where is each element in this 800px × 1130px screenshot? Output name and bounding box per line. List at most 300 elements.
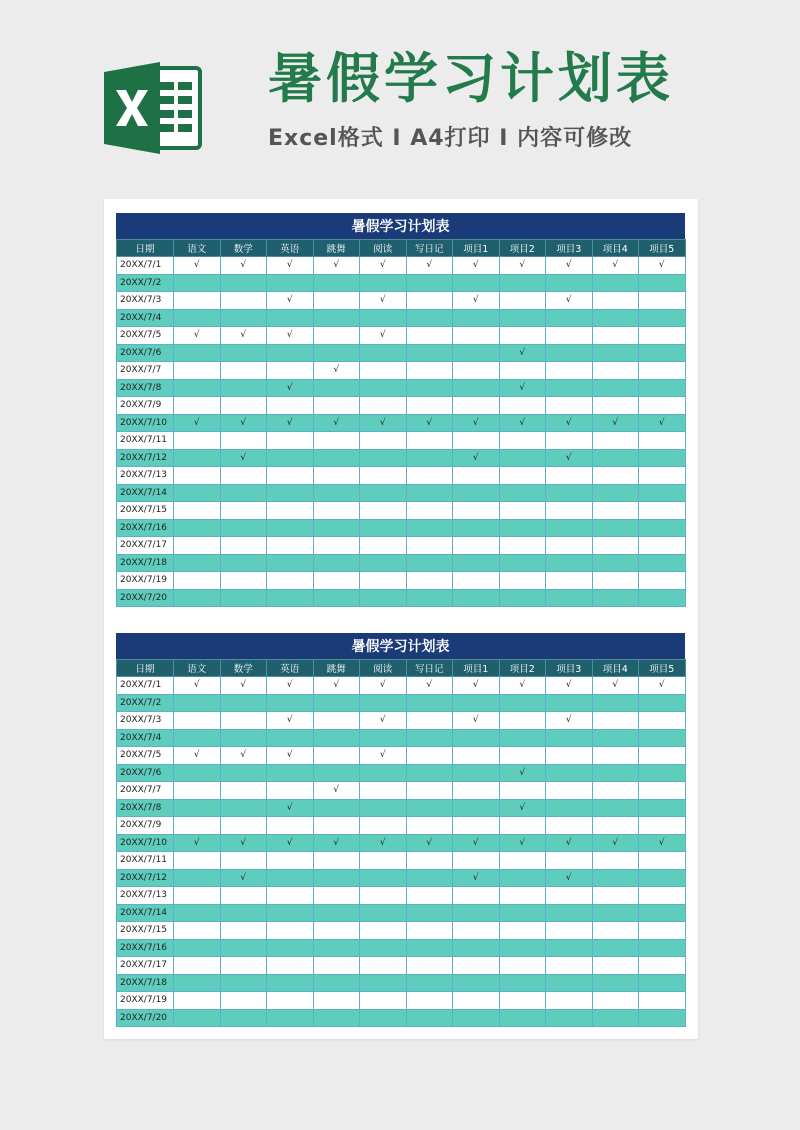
check-cell[interactable]	[499, 274, 546, 292]
check-cell[interactable]	[406, 852, 453, 870]
check-cell[interactable]	[313, 449, 360, 467]
check-cell[interactable]	[592, 957, 639, 975]
check-cell[interactable]	[499, 362, 546, 380]
check-cell[interactable]	[592, 869, 639, 887]
check-cell[interactable]: √	[360, 677, 407, 695]
check-cell[interactable]	[499, 939, 546, 957]
date-cell[interactable]: 20XX/7/13	[117, 467, 174, 485]
check-cell[interactable]	[406, 729, 453, 747]
check-cell[interactable]	[499, 852, 546, 870]
check-cell[interactable]: √	[360, 414, 407, 432]
check-cell[interactable]	[220, 1009, 267, 1027]
check-cell[interactable]	[220, 537, 267, 555]
date-cell[interactable]: 20XX/7/7	[117, 782, 174, 800]
check-cell[interactable]	[639, 939, 686, 957]
check-cell[interactable]	[499, 922, 546, 940]
date-cell[interactable]: 20XX/7/3	[117, 712, 174, 730]
check-cell[interactable]	[499, 309, 546, 327]
check-cell[interactable]	[220, 957, 267, 975]
check-cell[interactable]: √	[546, 677, 593, 695]
check-cell[interactable]: √	[360, 292, 407, 310]
check-cell[interactable]	[592, 344, 639, 362]
check-cell[interactable]: √	[267, 327, 314, 345]
check-cell[interactable]	[360, 432, 407, 450]
check-cell[interactable]: √	[220, 449, 267, 467]
check-cell[interactable]	[174, 379, 221, 397]
check-cell[interactable]: √	[267, 747, 314, 765]
check-cell[interactable]	[546, 432, 593, 450]
date-cell[interactable]: 20XX/7/4	[117, 309, 174, 327]
date-cell[interactable]: 20XX/7/15	[117, 922, 174, 940]
date-cell[interactable]: 20XX/7/6	[117, 764, 174, 782]
check-cell[interactable]	[174, 519, 221, 537]
check-cell[interactable]	[174, 694, 221, 712]
check-cell[interactable]: √	[360, 712, 407, 730]
check-cell[interactable]	[174, 309, 221, 327]
check-cell[interactable]	[639, 362, 686, 380]
check-cell[interactable]	[220, 274, 267, 292]
check-cell[interactable]	[174, 554, 221, 572]
check-cell[interactable]	[360, 344, 407, 362]
check-cell[interactable]: √	[546, 834, 593, 852]
check-cell[interactable]	[639, 572, 686, 590]
check-cell[interactable]: √	[267, 677, 314, 695]
check-cell[interactable]: √	[639, 414, 686, 432]
check-cell[interactable]	[220, 817, 267, 835]
date-cell[interactable]: 20XX/7/8	[117, 379, 174, 397]
check-cell[interactable]	[453, 799, 500, 817]
check-cell[interactable]	[453, 467, 500, 485]
check-cell[interactable]	[499, 1009, 546, 1027]
check-cell[interactable]	[406, 344, 453, 362]
check-cell[interactable]	[360, 572, 407, 590]
check-cell[interactable]	[546, 379, 593, 397]
check-cell[interactable]	[592, 484, 639, 502]
check-cell[interactable]: √	[406, 677, 453, 695]
check-cell[interactable]	[406, 887, 453, 905]
check-cell[interactable]	[453, 554, 500, 572]
check-cell[interactable]	[499, 817, 546, 835]
check-cell[interactable]	[406, 502, 453, 520]
check-cell[interactable]	[499, 957, 546, 975]
check-cell[interactable]	[592, 782, 639, 800]
check-cell[interactable]: √	[453, 834, 500, 852]
check-cell[interactable]	[220, 554, 267, 572]
check-cell[interactable]	[499, 467, 546, 485]
check-cell[interactable]: √	[313, 257, 360, 275]
check-cell[interactable]	[313, 309, 360, 327]
check-cell[interactable]	[499, 992, 546, 1010]
check-cell[interactable]	[220, 729, 267, 747]
check-cell[interactable]	[360, 922, 407, 940]
check-cell[interactable]	[592, 747, 639, 765]
check-cell[interactable]	[546, 327, 593, 345]
check-cell[interactable]	[499, 292, 546, 310]
check-cell[interactable]	[174, 432, 221, 450]
date-cell[interactable]: 20XX/7/19	[117, 572, 174, 590]
check-cell[interactable]	[267, 432, 314, 450]
check-cell[interactable]	[406, 484, 453, 502]
date-cell[interactable]: 20XX/7/10	[117, 834, 174, 852]
check-cell[interactable]	[313, 747, 360, 765]
check-cell[interactable]	[313, 589, 360, 607]
date-cell[interactable]: 20XX/7/13	[117, 887, 174, 905]
check-cell[interactable]	[220, 992, 267, 1010]
check-cell[interactable]	[406, 572, 453, 590]
check-cell[interactable]	[453, 502, 500, 520]
date-cell[interactable]: 20XX/7/17	[117, 537, 174, 555]
check-cell[interactable]	[174, 992, 221, 1010]
check-cell[interactable]	[453, 484, 500, 502]
check-cell[interactable]: √	[592, 677, 639, 695]
check-cell[interactable]	[499, 747, 546, 765]
check-cell[interactable]	[220, 939, 267, 957]
check-cell[interactable]	[360, 957, 407, 975]
check-cell[interactable]	[639, 852, 686, 870]
check-cell[interactable]	[546, 887, 593, 905]
check-cell[interactable]	[499, 327, 546, 345]
check-cell[interactable]	[267, 589, 314, 607]
check-cell[interactable]	[360, 502, 407, 520]
check-cell[interactable]	[174, 852, 221, 870]
check-cell[interactable]	[174, 572, 221, 590]
check-cell[interactable]	[313, 572, 360, 590]
check-cell[interactable]	[220, 904, 267, 922]
check-cell[interactable]	[406, 904, 453, 922]
check-cell[interactable]	[499, 712, 546, 730]
check-cell[interactable]	[360, 869, 407, 887]
check-cell[interactable]	[267, 537, 314, 555]
check-cell[interactable]: √	[453, 257, 500, 275]
check-cell[interactable]	[220, 362, 267, 380]
check-cell[interactable]	[546, 852, 593, 870]
check-cell[interactable]	[406, 747, 453, 765]
check-cell[interactable]	[639, 554, 686, 572]
check-cell[interactable]	[592, 904, 639, 922]
date-cell[interactable]: 20XX/7/12	[117, 869, 174, 887]
check-cell[interactable]	[220, 922, 267, 940]
check-cell[interactable]	[267, 484, 314, 502]
check-cell[interactable]	[499, 554, 546, 572]
check-cell[interactable]	[174, 817, 221, 835]
check-cell[interactable]	[592, 467, 639, 485]
check-cell[interactable]	[174, 467, 221, 485]
check-cell[interactable]: √	[313, 834, 360, 852]
check-cell[interactable]	[174, 274, 221, 292]
check-cell[interactable]	[267, 397, 314, 415]
check-cell[interactable]	[639, 764, 686, 782]
check-cell[interactable]	[406, 432, 453, 450]
check-cell[interactable]	[313, 904, 360, 922]
check-cell[interactable]	[546, 957, 593, 975]
check-cell[interactable]	[406, 397, 453, 415]
check-cell[interactable]: √	[453, 677, 500, 695]
check-cell[interactable]	[546, 782, 593, 800]
check-cell[interactable]	[360, 974, 407, 992]
check-cell[interactable]	[174, 712, 221, 730]
check-cell[interactable]: √	[174, 677, 221, 695]
check-cell[interactable]: √	[267, 292, 314, 310]
check-cell[interactable]	[174, 729, 221, 747]
check-cell[interactable]	[220, 432, 267, 450]
check-cell[interactable]	[639, 694, 686, 712]
check-cell[interactable]: √	[406, 834, 453, 852]
check-cell[interactable]	[360, 589, 407, 607]
check-cell[interactable]	[453, 309, 500, 327]
check-cell[interactable]	[360, 799, 407, 817]
check-cell[interactable]	[639, 817, 686, 835]
check-cell[interactable]	[220, 309, 267, 327]
check-cell[interactable]	[220, 852, 267, 870]
check-cell[interactable]	[174, 799, 221, 817]
check-cell[interactable]	[499, 502, 546, 520]
check-cell[interactable]	[592, 852, 639, 870]
check-cell[interactable]	[639, 292, 686, 310]
check-cell[interactable]	[546, 554, 593, 572]
check-cell[interactable]	[313, 974, 360, 992]
check-cell[interactable]	[360, 817, 407, 835]
check-cell[interactable]	[360, 782, 407, 800]
check-cell[interactable]	[313, 817, 360, 835]
check-cell[interactable]	[453, 729, 500, 747]
check-cell[interactable]: √	[639, 677, 686, 695]
date-cell[interactable]: 20XX/7/19	[117, 992, 174, 1010]
check-cell[interactable]	[406, 309, 453, 327]
check-cell[interactable]	[360, 484, 407, 502]
check-cell[interactable]	[406, 712, 453, 730]
check-cell[interactable]	[267, 974, 314, 992]
check-cell[interactable]	[313, 327, 360, 345]
check-cell[interactable]	[406, 799, 453, 817]
check-cell[interactable]	[453, 1009, 500, 1027]
check-cell[interactable]	[313, 939, 360, 957]
check-cell[interactable]	[453, 274, 500, 292]
check-cell[interactable]: √	[592, 257, 639, 275]
date-cell[interactable]: 20XX/7/14	[117, 904, 174, 922]
check-cell[interactable]: √	[453, 869, 500, 887]
check-cell[interactable]	[360, 904, 407, 922]
check-cell[interactable]	[639, 957, 686, 975]
check-cell[interactable]: √	[313, 414, 360, 432]
check-cell[interactable]	[360, 887, 407, 905]
check-cell[interactable]	[313, 852, 360, 870]
check-cell[interactable]: √	[639, 834, 686, 852]
check-cell[interactable]	[360, 467, 407, 485]
date-cell[interactable]: 20XX/7/14	[117, 484, 174, 502]
check-cell[interactable]	[592, 1009, 639, 1027]
check-cell[interactable]	[592, 694, 639, 712]
check-cell[interactable]	[639, 589, 686, 607]
check-cell[interactable]	[174, 502, 221, 520]
date-cell[interactable]: 20XX/7/8	[117, 799, 174, 817]
check-cell[interactable]	[174, 397, 221, 415]
check-cell[interactable]	[267, 764, 314, 782]
check-cell[interactable]	[592, 729, 639, 747]
check-cell[interactable]	[639, 712, 686, 730]
check-cell[interactable]	[406, 957, 453, 975]
check-cell[interactable]: √	[267, 799, 314, 817]
check-cell[interactable]	[592, 554, 639, 572]
date-cell[interactable]: 20XX/7/5	[117, 747, 174, 765]
date-cell[interactable]: 20XX/7/5	[117, 327, 174, 345]
check-cell[interactable]	[360, 362, 407, 380]
check-cell[interactable]	[174, 869, 221, 887]
check-cell[interactable]: √	[546, 449, 593, 467]
check-cell[interactable]	[592, 362, 639, 380]
check-cell[interactable]	[546, 939, 593, 957]
check-cell[interactable]	[313, 887, 360, 905]
check-cell[interactable]	[592, 502, 639, 520]
check-cell[interactable]: √	[220, 747, 267, 765]
check-cell[interactable]	[360, 309, 407, 327]
check-cell[interactable]	[360, 554, 407, 572]
check-cell[interactable]	[313, 519, 360, 537]
check-cell[interactable]	[406, 537, 453, 555]
check-cell[interactable]	[313, 554, 360, 572]
check-cell[interactable]	[546, 397, 593, 415]
check-cell[interactable]	[592, 397, 639, 415]
check-cell[interactable]: √	[313, 782, 360, 800]
check-cell[interactable]	[546, 502, 593, 520]
check-cell[interactable]	[220, 589, 267, 607]
check-cell[interactable]	[267, 362, 314, 380]
check-cell[interactable]	[592, 922, 639, 940]
check-cell[interactable]: √	[499, 834, 546, 852]
check-cell[interactable]	[174, 484, 221, 502]
check-cell[interactable]	[592, 799, 639, 817]
check-cell[interactable]	[639, 379, 686, 397]
check-cell[interactable]: √	[406, 414, 453, 432]
check-cell[interactable]	[453, 957, 500, 975]
check-cell[interactable]	[267, 729, 314, 747]
check-cell[interactable]	[313, 712, 360, 730]
check-cell[interactable]	[267, 554, 314, 572]
check-cell[interactable]	[267, 344, 314, 362]
date-cell[interactable]: 20XX/7/12	[117, 449, 174, 467]
check-cell[interactable]	[174, 344, 221, 362]
check-cell[interactable]	[220, 974, 267, 992]
date-cell[interactable]: 20XX/7/15	[117, 502, 174, 520]
check-cell[interactable]: √	[220, 869, 267, 887]
check-cell[interactable]	[639, 519, 686, 537]
check-cell[interactable]	[313, 537, 360, 555]
check-cell[interactable]	[546, 799, 593, 817]
check-cell[interactable]	[174, 904, 221, 922]
check-cell[interactable]: √	[406, 257, 453, 275]
check-cell[interactable]	[406, 362, 453, 380]
check-cell[interactable]	[453, 922, 500, 940]
check-cell[interactable]	[360, 379, 407, 397]
check-cell[interactable]	[267, 992, 314, 1010]
check-cell[interactable]	[267, 957, 314, 975]
date-cell[interactable]: 20XX/7/11	[117, 852, 174, 870]
check-cell[interactable]	[220, 712, 267, 730]
check-cell[interactable]	[174, 887, 221, 905]
check-cell[interactable]	[453, 904, 500, 922]
check-cell[interactable]	[499, 432, 546, 450]
check-cell[interactable]	[267, 572, 314, 590]
check-cell[interactable]	[592, 449, 639, 467]
check-cell[interactable]	[174, 939, 221, 957]
check-cell[interactable]: √	[592, 414, 639, 432]
check-cell[interactable]	[639, 729, 686, 747]
check-cell[interactable]: √	[220, 327, 267, 345]
check-cell[interactable]	[453, 887, 500, 905]
check-cell[interactable]	[174, 362, 221, 380]
check-cell[interactable]	[174, 764, 221, 782]
date-cell[interactable]: 20XX/7/4	[117, 729, 174, 747]
check-cell[interactable]	[453, 344, 500, 362]
date-cell[interactable]: 20XX/7/11	[117, 432, 174, 450]
check-cell[interactable]	[546, 764, 593, 782]
check-cell[interactable]	[592, 764, 639, 782]
check-cell[interactable]	[174, 974, 221, 992]
check-cell[interactable]	[546, 274, 593, 292]
check-cell[interactable]	[406, 922, 453, 940]
date-cell[interactable]: 20XX/7/9	[117, 397, 174, 415]
check-cell[interactable]	[453, 327, 500, 345]
check-cell[interactable]	[406, 974, 453, 992]
check-cell[interactable]	[313, 922, 360, 940]
check-cell[interactable]	[453, 572, 500, 590]
check-cell[interactable]	[639, 747, 686, 765]
check-cell[interactable]	[313, 432, 360, 450]
check-cell[interactable]	[592, 309, 639, 327]
check-cell[interactable]	[267, 274, 314, 292]
check-cell[interactable]	[546, 904, 593, 922]
check-cell[interactable]	[406, 764, 453, 782]
check-cell[interactable]	[639, 484, 686, 502]
check-cell[interactable]	[174, 537, 221, 555]
check-cell[interactable]	[546, 1009, 593, 1027]
check-cell[interactable]	[453, 992, 500, 1010]
date-cell[interactable]: 20XX/7/10	[117, 414, 174, 432]
check-cell[interactable]	[313, 694, 360, 712]
check-cell[interactable]	[546, 467, 593, 485]
date-cell[interactable]: 20XX/7/20	[117, 1009, 174, 1027]
check-cell[interactable]	[453, 362, 500, 380]
check-cell[interactable]	[639, 467, 686, 485]
check-cell[interactable]	[220, 484, 267, 502]
check-cell[interactable]	[406, 467, 453, 485]
check-cell[interactable]	[406, 1009, 453, 1027]
check-cell[interactable]	[220, 397, 267, 415]
check-cell[interactable]	[592, 974, 639, 992]
check-cell[interactable]	[174, 449, 221, 467]
check-cell[interactable]	[406, 554, 453, 572]
check-cell[interactable]	[267, 852, 314, 870]
check-cell[interactable]: √	[499, 764, 546, 782]
check-cell[interactable]	[639, 344, 686, 362]
check-cell[interactable]	[313, 764, 360, 782]
check-cell[interactable]	[499, 449, 546, 467]
check-cell[interactable]	[639, 869, 686, 887]
check-cell[interactable]: √	[174, 747, 221, 765]
check-cell[interactable]	[499, 694, 546, 712]
check-cell[interactable]: √	[639, 257, 686, 275]
check-cell[interactable]	[220, 799, 267, 817]
check-cell[interactable]: √	[499, 379, 546, 397]
check-cell[interactable]	[313, 344, 360, 362]
date-cell[interactable]: 20XX/7/17	[117, 957, 174, 975]
check-cell[interactable]	[499, 484, 546, 502]
check-cell[interactable]	[360, 1009, 407, 1027]
check-cell[interactable]	[639, 799, 686, 817]
check-cell[interactable]: √	[499, 257, 546, 275]
check-cell[interactable]	[406, 939, 453, 957]
check-cell[interactable]	[639, 274, 686, 292]
check-cell[interactable]	[313, 484, 360, 502]
